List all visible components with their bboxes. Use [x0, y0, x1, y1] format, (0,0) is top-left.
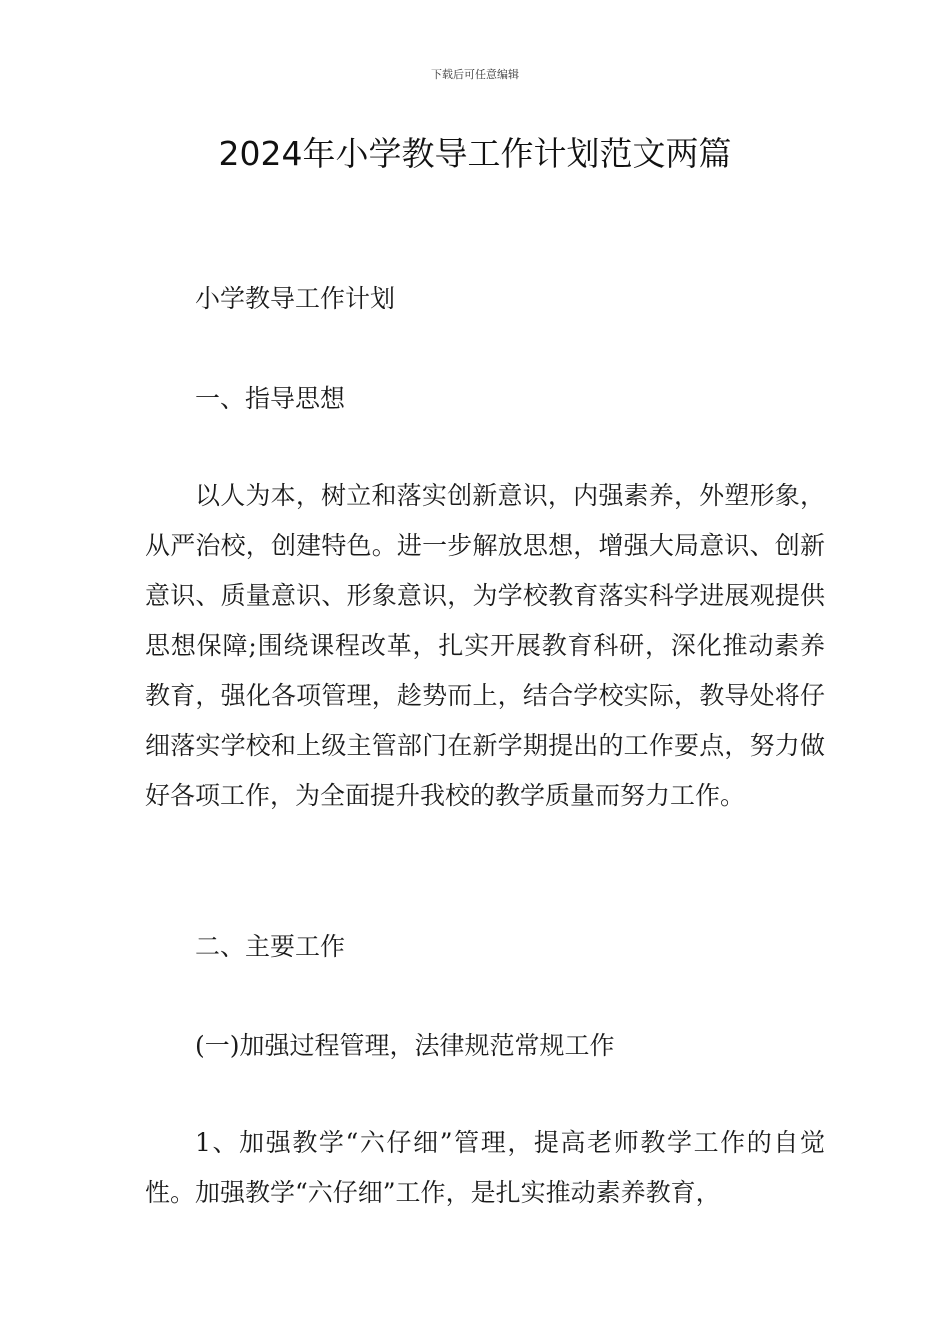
document-subtitle: 小学教导工作计划 [195, 284, 396, 313]
section2-heading: 二、主要工作 [195, 932, 346, 961]
section1-heading: 一、指导思想 [195, 384, 346, 413]
header-note: 下载后可任意编辑 [431, 68, 519, 81]
section1-paragraph: 以人为本，树立和落实创新意识，内强素养，外塑形象，从严治校，创建特色。进一步解放思想，增强大局意识、创新意识、质量意识、形象意识，为学校教育落实科学进展观提供思想保障;围绕课程改革，扎实开展教育科研，深化推动素养教育，强化各项管理，趁势而上，结合学校实际，教导处将仔细落实学校和上级主管部门在新学期提出的工作要点，努力做好各项工作，为全面提升我校的教学质量而努力工作。 [145, 481, 825, 810]
section2-paragraph: 1、加强教学“六仔细”管理，提高老师教学工作的自觉性。加强教学“六仔细”工作，是扎实推动素养教育， [145, 1128, 825, 1207]
section2-subheading: (一)加强过程管理，法律规范常规工作 [195, 1031, 615, 1060]
document-title: 2024年小学教导工作计划范文两篇 [218, 134, 732, 173]
